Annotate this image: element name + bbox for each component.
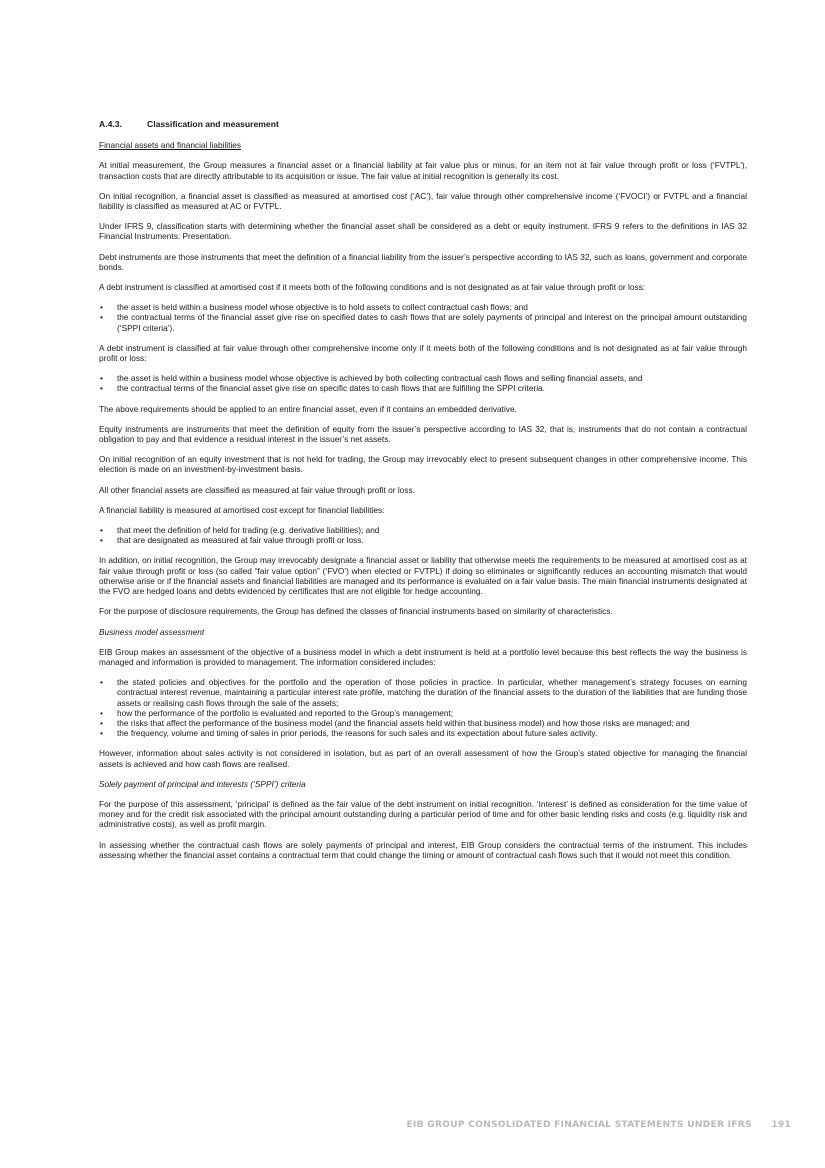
paragraph: A debt instrument is classified at amortised cost if it meets both of the following conditions and is not designated as at fair value through profit or loss:	[99, 282, 646, 293]
list-item: • the asset is held within a business model whose objective is to hold assets to collect contractual cash flows; and	[99, 302, 747, 312]
bullet-list-fvoci	[99, 373, 747, 393]
list-item: • the risks that affect the performance of the business model (and the financial assets held within that business model) and how those risks are managed; and	[99, 718, 747, 728]
paragraph: Under IFRS 9, classification starts with determining whether the financial asset shall be considered as a debt or equity instrument. IFRS 9 refers to the definitions in IAS 32 Financial Instruments: Presentation.	[99, 221, 747, 242]
paragraph: On initial recognition, a financial asset is classified as measured at amortised cost (‘AC’), fair value through other comprehensive income (‘FVOCI’) or FVTPL and a financial liability is classified as measured at AC or FVTPL.	[99, 190, 747, 212]
list-item: • the stated policies and objectives for the portfolio and the operation of those policies in practice. In particular, whether management’s strategy focuses on earning contractual interest revenue, maintaining a particular interest rate profile, matching the duration of the financial assets to the duration of the liabilities that are funding those assets or realising cash flows through the sale of the assets;	[99, 677, 747, 708]
subheading-sppi: Solely payment of principal and interests (‘SPPI’) criteria	[99, 778, 306, 789]
subheading-financial-assets: Financial assets and financial liabilities	[99, 140, 242, 151]
paragraph: On initial recognition of an equity investment that is not held for trading, the Group may irrevocably elect to present subsequent changes in other comprehensive income. This election is made on an investment-by-investment basis.	[99, 454, 747, 475]
subheading-business-model: Business model assessment	[99, 626, 205, 637]
page-footer	[406, 1119, 791, 1130]
bullet-list-business-model	[99, 677, 747, 738]
paragraph: A debt instrument is classified at fair value through other comprehensive income only if it meets both of the following conditions and is not designated as at fair value through profit or loss:	[99, 342, 747, 364]
paragraph: EIB Group makes an assessment of the objective of a business model in which a debt instrument is held at a portfolio level because this best reflects the way the business is managed and information is provided to management. The information considered includes:	[99, 646, 747, 667]
paragraph: Equity instruments are instruments that meet the definition of equity from the issuer’s perspective according to IAS 32, that is, instruments that do not contain a contractual obligation to pay and that evidence a residual interest in the issuer’s net assets.	[99, 423, 747, 445]
paragraph: The above requirements should be applied to an entire financial asset, even if it contains an embedded derivative.	[99, 403, 517, 414]
section-number: A.4.3.	[99, 119, 122, 129]
section-heading	[99, 119, 747, 129]
list-item: • that are designated as measured at fair value through profit or loss.	[99, 535, 747, 545]
page-number: 191	[771, 1119, 791, 1130]
footer-title: EIB GROUP CONSOLIDATED FINANCIAL STATEMENTS UNDER IFRS	[406, 1119, 752, 1130]
list-item: • the contractual terms of the financial asset give rise on specific dates to cash flows that are fulfilling the SPPI criteria.	[99, 383, 747, 393]
paragraph: Debt instruments are those instruments that meet the definition of a financial liability from the issuer’s perspective according to IAS 32, such as loans, government and corporate bonds.	[99, 251, 747, 272]
list-item: • the asset is held within a business model whose objective is achieved by both collecting contractual cash flows and selling financial assets, and	[99, 373, 747, 383]
paragraph: A financial liability is measured at amortised cost except for financial liabilities:	[99, 504, 385, 515]
paragraph: At initial measurement, the Group measures a financial asset or a financial liability at fair value plus or minus, for an item not at fair value through profit or loss (‘FVTPL’), transaction costs that are directly attributable to its acquisition or issue. The fair value at initial recognition is generally its cost.	[99, 160, 747, 181]
list-item: • how the performance of the portfolio is evaluated and reported to the Group’s management;	[99, 708, 747, 718]
paragraph: All other financial assets are classified as measured at fair value through profit or loss.	[99, 484, 415, 495]
bullet-list-liabilities	[99, 525, 747, 545]
paragraph: For the purpose of disclosure requirements, the Group has defined the classes of financial instruments based on similarity of characteristics.	[99, 606, 613, 617]
section-title: Classification and measurement	[147, 119, 279, 129]
paragraph: For the purpose of this assessment, ‘principal’ is defined as the fair value of the debt instrument on initial recognition. ‘Interest’ is defined as consideration for the time value of money and for the credit risk associated with the principal amount outstanding during a particular period of time and for other basic lending risks and costs (e.g. liquidity risk and administrative costs), as well as profit margin.	[99, 798, 747, 830]
paragraph: However, information about sales activity is not considered in isolation, but as part of an overall assessment of how the Group’s stated objective for managing the financial assets is achieved and how cash flows are realised.	[99, 748, 747, 769]
list-item: • that meet the definition of held for trading (e.g. derivative liabilities); and	[99, 525, 747, 535]
document-body	[99, 119, 747, 870]
paragraph: In assessing whether the contractual cash flows are solely payments of principal and interest, EIB Group considers the contractual terms of the instrument. This includes assessing whether the financial asset contains a contractual term that could change the timing or amount of contractual cash flows such that it would not meet this condition.	[99, 839, 747, 860]
bullet-list-amortised-cost	[99, 302, 747, 333]
list-item: • the contractual terms of the financial asset give rise on specified dates to cash flows that are solely payments of principal and interest on the principal amount outstanding (‘SPPI criteria’).	[99, 312, 747, 332]
list-item: • the frequency, volume and timing of sales in prior periods, the reasons for such sales and its expectation about future sales activity.	[99, 728, 747, 738]
paragraph: In addition, on initial recognition, the Group may irrevocably designate a financial asset or liability that otherwise meets the requirements to be measured at amortised cost as at fair value through profit or loss (so called “fair value option” (‘FVO’) when elected or FVTPL) if doing so eliminates or significantly reduces an accounting mismatch that would otherwise arise or if the financial assets and financial liabilities are managed and its performance is evaluated on a fair value basis. The main financial instruments designated at the FVO are hedged loans and debts evidenced by certificates that are not eligible for hedge accounting.	[99, 555, 747, 597]
